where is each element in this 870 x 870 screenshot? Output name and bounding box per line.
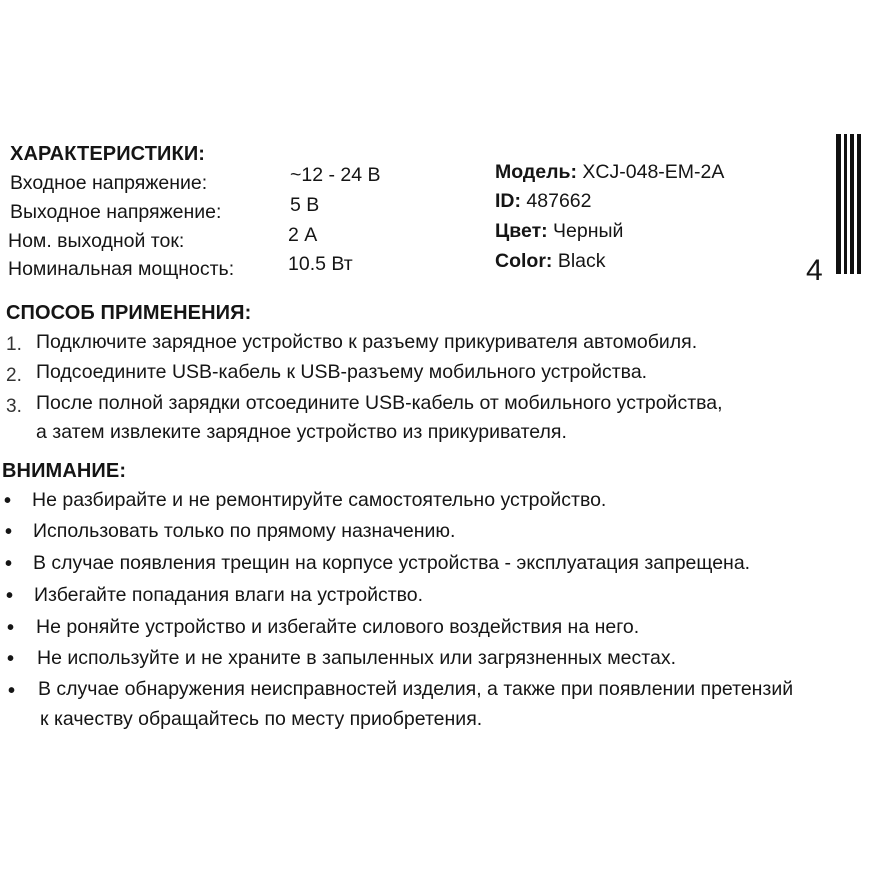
step-text-continued: а затем извлеките зарядное устройство из прикуривателя. bbox=[36, 421, 567, 443]
info-value: 487662 bbox=[526, 190, 592, 212]
warning-item-continued: к качеству обращайтесь по месту приобретения. bbox=[40, 708, 483, 730]
bullet: • bbox=[5, 521, 13, 543]
step-number: 3. bbox=[6, 396, 22, 417]
info-model bbox=[495, 161, 724, 184]
info-key: Color: bbox=[495, 250, 553, 272]
warning-item: Использовать только по прямому назначению. bbox=[33, 520, 456, 542]
step-text: Подключите зарядное устройство к разъему прикуривателя автомобиля. bbox=[36, 331, 698, 353]
info-value: Black bbox=[557, 250, 606, 272]
spec-label: Выходное напряжение: bbox=[10, 201, 222, 223]
warning-item: Избегайте попадания влаги на устройство. bbox=[34, 584, 424, 606]
bullet: • bbox=[7, 648, 15, 670]
spec-value: 5 В bbox=[290, 194, 320, 216]
spec-value: ~12 - 24 В bbox=[290, 164, 381, 186]
spec-label: Входное напряжение: bbox=[10, 172, 208, 194]
step-text: Подсоедините USB-кабель к USB-разъему мобильного устройства. bbox=[36, 361, 648, 383]
info-color-en bbox=[495, 250, 606, 273]
warning-title: ВНИМАНИЕ: bbox=[2, 460, 127, 482]
step-text: После полной зарядки отсоедините USB-кабель от мобильного устройства, bbox=[36, 392, 723, 414]
spec-value: 2 А bbox=[288, 224, 318, 246]
step-number: 2. bbox=[6, 365, 22, 386]
usage-title: СПОСОБ ПРИМЕНЕНИЯ: bbox=[6, 302, 252, 324]
warning-item: Не разбирайте и не ремонтируйте самостоятельно устройство. bbox=[32, 489, 607, 511]
spec-label: Ном. выходной ток: bbox=[8, 230, 185, 252]
page-number: 4 bbox=[806, 254, 823, 287]
specs-title: ХАРАКТЕРИСТИКИ: bbox=[10, 143, 206, 165]
info-key: ID: bbox=[495, 190, 521, 212]
bullet: • bbox=[6, 585, 14, 607]
step-number: 1. bbox=[6, 334, 22, 355]
bullet: • bbox=[5, 553, 13, 575]
info-color-ru bbox=[495, 220, 623, 243]
info-id bbox=[495, 190, 592, 213]
bullet: • bbox=[8, 680, 16, 702]
info-key: Модель: bbox=[495, 161, 577, 183]
bullet: • bbox=[7, 617, 15, 639]
warning-item: Не роняйте устройство и избегайте силового воздействия на него. bbox=[36, 616, 640, 638]
warning-item: В случае обнаружения неисправностей изделия, а также при появлении претензий bbox=[38, 678, 794, 700]
barcode-fragment bbox=[834, 134, 864, 274]
warning-item: В случае появления трещин на корпусе устройства - эксплуатация запрещена. bbox=[33, 552, 751, 574]
info-key: Цвет: bbox=[495, 220, 548, 242]
info-value: XCJ-048-EM-2A bbox=[582, 161, 725, 183]
spec-value: 10.5 Вт bbox=[288, 253, 353, 275]
bullet: • bbox=[4, 490, 12, 512]
spec-label: Номинальная мощность: bbox=[8, 258, 235, 280]
warning-item: Не используйте и не храните в запыленных или загрязненных местах. bbox=[37, 647, 677, 669]
info-value: Черный bbox=[553, 220, 624, 242]
